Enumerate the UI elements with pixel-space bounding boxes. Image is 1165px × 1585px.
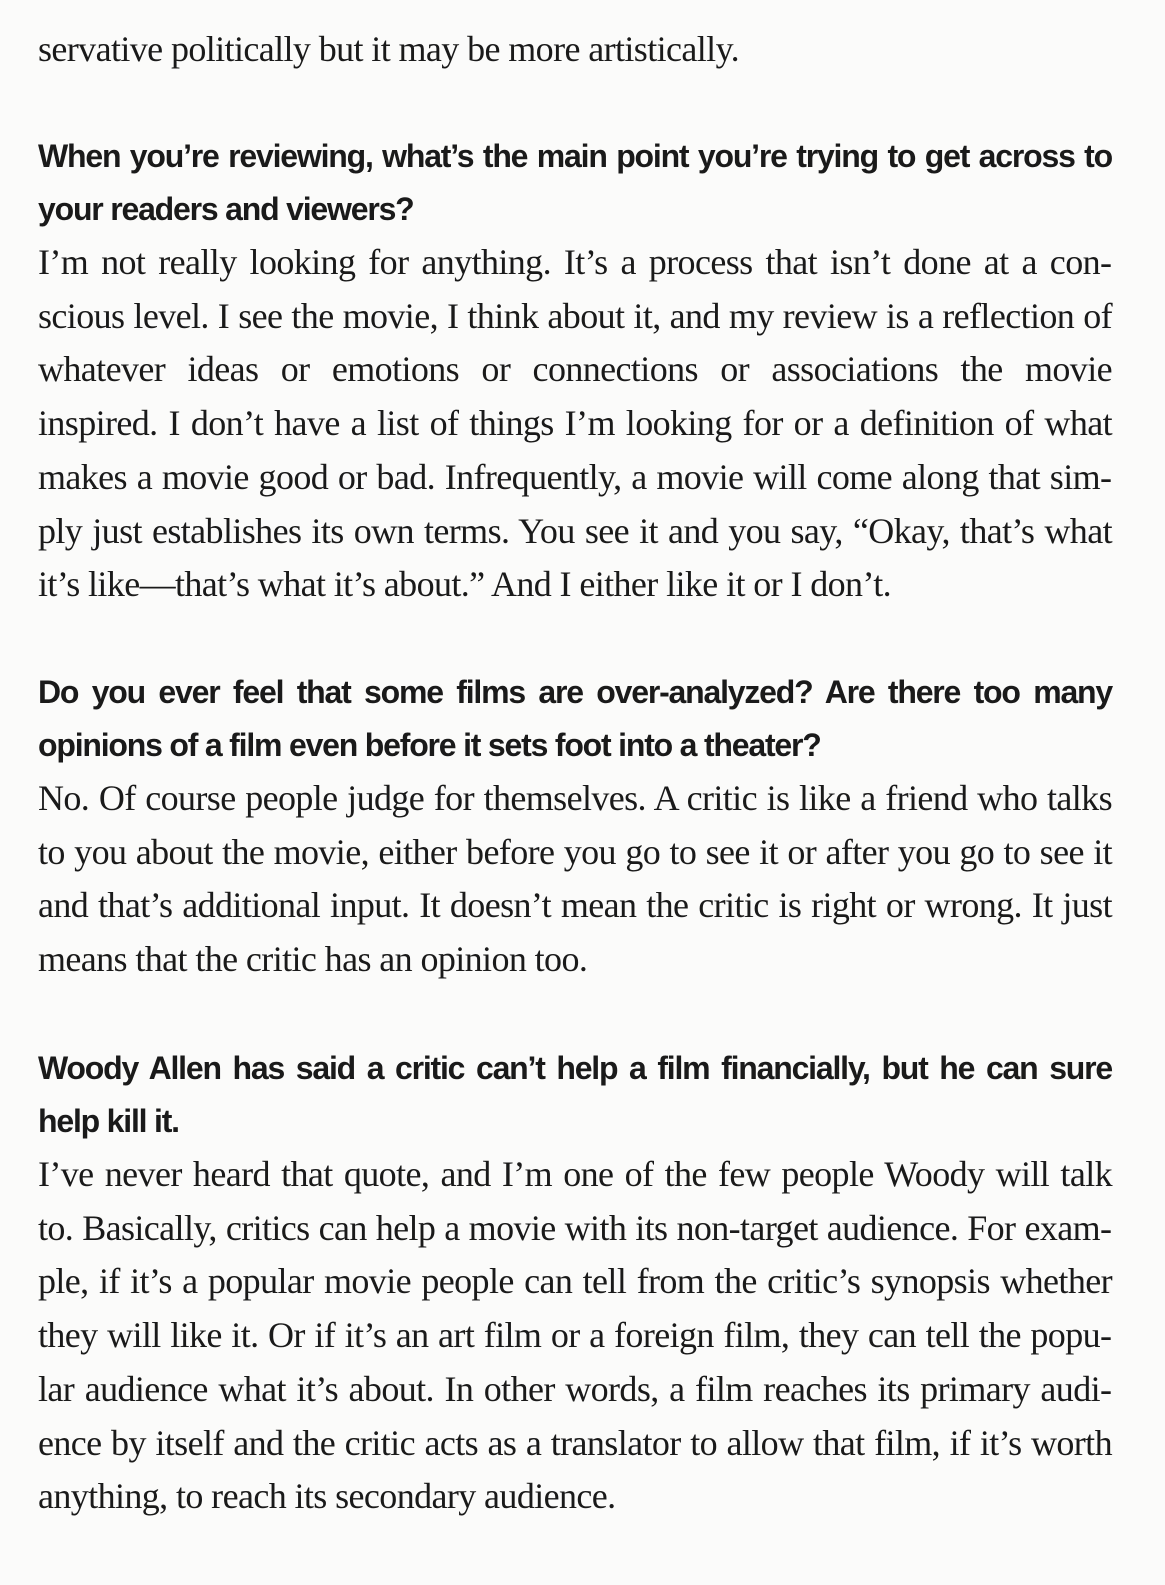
- answer-paragraph: I’m not really looking for anything. It’s a process that isn’t done at a conscious level. I see the movie, I think about it, and my review is a reflection of whatever ideas or emotions or connections or associations the movie inspired. I don’t have a list of things I’m looking for or a definition of what makes a movie good or bad. Infrequently, a movie will come along that simply just establishes its own terms. You see it and you say, “Okay, that’s what it’s like—that’s what it’s about.” And I either like it or I don’t.: [38, 242, 1112, 605]
- qa-block: [38, 130, 1112, 612]
- qa-block: [38, 1042, 1112, 1524]
- answer-paragraph: I’ve never heard that quote, and I’m one of the few people Woody will talk to. Basically, critics can help a movie with its non-target audience. For example, if it’s a popular movie people can tell from the critic’s synopsis whether they will like it. Or if it’s an art film or a foreign film, they can tell the popular audience what it’s about. In other words, a film reaches its primary audience by itself and the critic acts as a translator to allow that film, if it’s worth anything, to reach its secondary audience.: [38, 1154, 1112, 1517]
- continued-paragraph: servative politically but it may be more artistically.: [38, 29, 740, 69]
- question-heading: Do you ever feel that some films are over-analyzed? Are there too many opinions of a film even before it sets foot into a theater?: [38, 674, 1112, 763]
- qa-block: [38, 666, 1112, 987]
- answer-paragraph: No. Of course people judge for themselves. A critic is like a friend who talks to you about the movie, either before you go to see it or after you go to see it and that’s additional input. It doesn’t mean the critic is right or wrong. It just means that the critic has an opinion too.: [38, 778, 1112, 980]
- question-heading: Woody Allen has said a critic can’t help a film financially, but he can sure help kill it.: [38, 1050, 1112, 1139]
- question-heading: When you’re reviewing, what’s the main point you’re trying to get across to your readers and viewers?: [38, 138, 1112, 227]
